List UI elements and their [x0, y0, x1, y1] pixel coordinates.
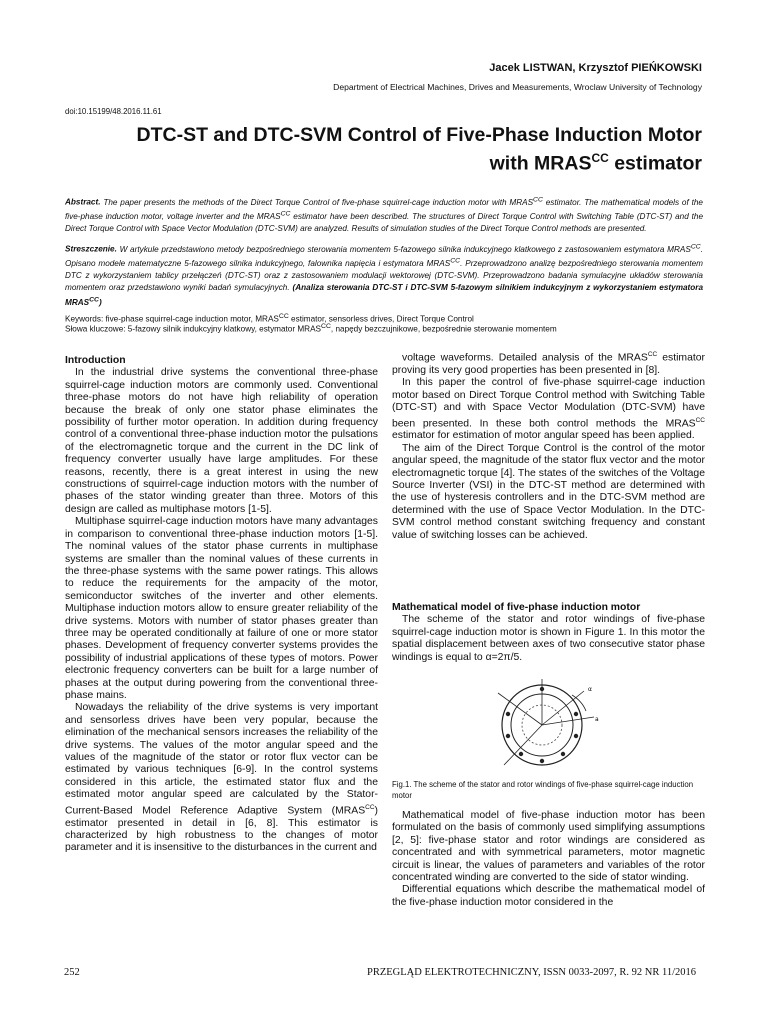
keywords-pl: Słowa kluczowe: 5-fazowy silnik indukcyjny klatkowy, estymator $MRAS^{CC}$, napędy bezczujnikowe, bezpośrednie sterowanie momentem [65, 323, 557, 334]
svg-text:α: α [588, 686, 592, 693]
paragraph: Multiphase squirrel-cage induction motors have many advantages in comparison to conventional three-phase induction motors [1-5]. The nominal values of the stator phase currents in multiphase systems are smaller than the nominal values of these currents in the three-phase systems with the same power ratings. This allows to reduce the requirements for the ampacity of the motor, semiconductor switches of the inverter and other elements. Multiphase induction motors allow to ensure greater reliability of the drive systems. Motors with number of stator phases greater than three may be operated conditionally at failure of one or more stator phases. Development of frequency converter systems provides the possibility of industrial applications of these types of motors. Power electronic frequency converters can be built for a large number of phases at the output during powering from the conventional three-phase mains. [65, 516, 378, 701]
winding-diagram [484, 677, 608, 772]
right-column-top [392, 349, 705, 542]
paragraph: In the industrial drive systems the conventional three-phase squirrel-cage induction motors are commonly used. Conventional three-phase motors do not have high reliability of operation because the break of only one stator phase eliminates the possibility of further motor operation. In addition during frequency control of a conventional three-phase induction motor the pulsations of the electromagnetic torque and the current in the DC link of frequency converter usually have large amplitudes. For these reasons, recently, there is a great interest in using the new constructions of squirrel-cage induction motors with the number of phases of the stator winding greater than three. Motors of this design are called as multiphase motors [1-5]. [65, 367, 378, 515]
section-heading-introduction: Introduction [65, 355, 126, 366]
abstract-text: The paper presents the methods of the Direct Torque Control of five-phase squirrel-cage induction motor with $MRAS^{CC}$ estimator. The mathematical models of the five-phase induction motor, voltage inverter and the $MRAS^{CC}$ estimator have been described. The structures of Direct Torque Control with Switching Table (DTC-ST) and the Direct Torque Control with Space Vector Modulation (DTC-SVM) are analyzed. Results of simulation studies of the Direct Torque Control methods are presented. [65, 196, 704, 234]
right-paragraphs-b [392, 614, 705, 664]
right-paragraphs-a [392, 349, 705, 542]
keywords-en: Keywords: five-phase squirrel-cage induction motor, $MRAS^{CC}$ estimator, sensorless drives, Direct Torque Control [65, 313, 474, 324]
paragraph: The scheme of the stator and rotor windings of five-phase squirrel-cage induction motor is shown in Figure 1. In this motor the spatial displacement between axes of two consecutive stator phase windings is equal to α=2π/5. [392, 614, 705, 663]
doi: doi:10.15199/48.2016.11.61 [65, 107, 162, 116]
streszczenie-title: (Analiza sterowania DTC-ST i DTC-SVM 5-fazowym silnikiem indukcyjnym z wykorzystaniem estymatora $MRAS^{CC}$) [65, 283, 703, 308]
abstract [65, 194, 703, 235]
page-number: 252 [64, 967, 80, 978]
paragraph: The aim of the Direct Torque Control is the control of the motor angular speed, the magnitude of the stator flux vector and the motor electromagnetic torque [4]. The states of the switches of the Voltage Source Inverter (VSI) in the DTC-ST method are determined with the use of hysteresis controllers and in the DTC-SVM method are determined with the use of Space Vector Modulation. In the DTC-SVM control method constant switching frequency and constant value of switching losses can be achieved. [392, 442, 705, 541]
streszczenie-label: Streszczenie. [65, 244, 117, 254]
figure-1-caption: Fig.1. The scheme of the stator and rotor windings of five-phase squirrel-cage induction motor [392, 780, 694, 800]
title-line-2-pre: with MRAS [489, 152, 592, 175]
section-heading-model: Mathematical model of five-phase induction motor [392, 602, 641, 613]
paragraph: Nowadays the reliability of the drive systems is very important and sensorless drives have been very popular, because the elimination of the mechanical sensors increases the reliability of the drive systems. The values of the motor angular speed and the values of the magnitude of the stator or rotor flux vector can be estimated by various techniques [6-9]. In the control systems considered in this article, the estimated stator flux and the estimated motor angular speed are calculated by the Stator-Current-Based Model Reference Adaptive System $(MRAS^{CC})$ estimator presented in detail in [6, 8]. This estimator is characterized by high robustness to the changes of motor parameter and it is insensitive to the disturbances in the current and [65, 702, 378, 854]
paragraph: In this paper the control of five-phase squirrel-cage induction motor based on Direct Torque Control method with Switching Table (DTC-ST) and with Space Vector Modulation (DTC-SVM) have been presented. In these both control methods the $MRAS^{CC}$ estimator for estimation of motor angular speed has been applied. [392, 377, 705, 442]
streszczenie-text: W artykule przedstawiono metody bezpośredniego sterowania momentem 5-fazowego silnika indukcyjnego klatkowego z zastosowaniem estymatora $MRAS^{CC}$. Opisano modele matematyczne 5-fazowego silnika indukcyjnego, falownika napięcia i estymatora $MRAS^{CC}$. Przeprowadzono analizę bezpośredniego sterowania momentem DTC z wykorzystaniem tablicy przełączeń (DTC-ST) oraz z zastosowaniem modulacji wektorowej (DTC-SVM). Przeprowadzono badania symulacyjne układów sterowania momentem oraz przedstawiono wyniki badań symulacyjnych. [65, 243, 703, 293]
paragraph: voltage waveforms. Detailed analysis of the $MRAS^{CC}$ estimator proving its very good properties has been presented in [8]. [392, 351, 705, 376]
department: Department of Electrical Machines, Drives and Measurements, Wroclaw University of Technology [333, 82, 702, 92]
streszczenie [65, 241, 703, 309]
authors: Jacek LISTWAN, Krzysztof PIEŃKOWSKI [489, 62, 702, 74]
svg-text:a: a [595, 716, 599, 723]
journal-footer: PRZEGLĄD ELEKTROTECHNICZNY, ISSN 0033-2097, R. 92 NR 11/2016 [366, 967, 696, 978]
paper-title [62, 124, 702, 176]
right-column-bottom [392, 810, 705, 909]
left-column [65, 355, 378, 855]
figure-1-winding-scheme [484, 677, 608, 772]
title-sup: CC [591, 151, 609, 165]
right-column-section [392, 602, 705, 664]
paragraph: Differential equations which describe the mathematical model of the five-phase induction motor considered in the [392, 884, 705, 908]
abstract-label: Abstract. [65, 197, 101, 207]
left-paragraphs [65, 367, 378, 854]
right-paragraphs-c [392, 810, 705, 909]
paragraph: Mathematical model of five-phase induction motor has been formulated on the basis of commonly used simplifying assumptions [2, 5]: five-phase stator and rotor windings are considered as concentrated and with symmetrical parameters, motor magnetic circuit is linear, the values of parameters and variables of the rotor concentrated winding are converted to the side of stator winding. [392, 810, 705, 884]
title-line-1: DTC-ST and DTC-SVM Control of Five-Phase Induction Motor [136, 124, 702, 146]
title-line-2-post: estimator [608, 152, 702, 175]
